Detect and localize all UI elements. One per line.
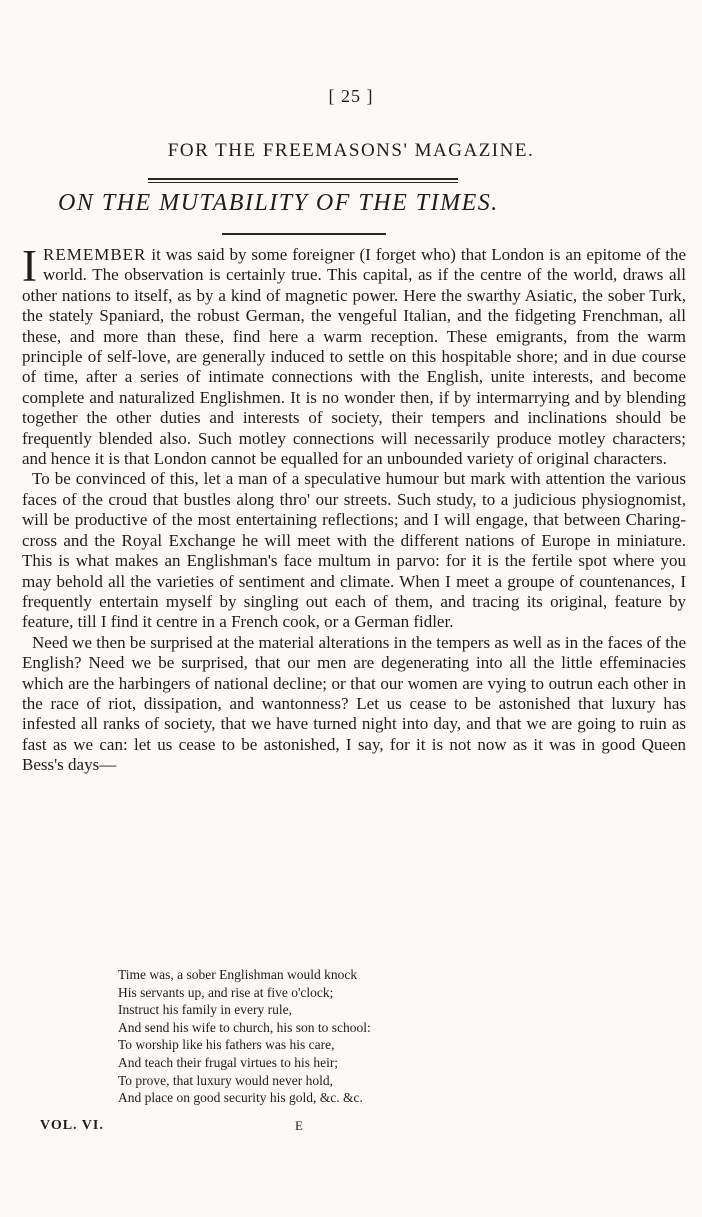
lead-word: REMEMBER xyxy=(43,245,147,264)
article-title: ON THE MUTABILITY OF THE TIMES. xyxy=(58,190,499,216)
paragraph-3: Need we then be surprised at the material alterations in the tempers as well as in the faces of the English? Need we be surprised, that our men are degenerating into all the little effeminacies which are the harbingers of national decline; or that our women are vying to outrun each other in the race of riot, dissipation, and wantonness? Let us cease to be astonished that luxury has infested all ranks of society, that we have turned night into day, and that we are going to ruin as fast as we can: let us cease to be astonished, I say, for it is not now as it was in good Queen Bess's days— xyxy=(22,632,686,775)
lower-rule xyxy=(222,233,386,235)
upper-rule xyxy=(148,178,458,180)
verse-line: To worship like his fathers was his care, xyxy=(118,1037,335,1053)
paragraph-1-text: it was said by some foreigner (I forget who) that London is an epitome of the world. The observation is certainly true. This capital, as if the centre of the world, draws all other nations to itself, as by a kind of magnetic power. Here the swarthy Asiatic, the sober Turk, the stately Spaniard, the robust German, the vengeful Italian, and the fidgeting Frenchman, all these, and more than these, find here a warm reception. These emigrants, from the warm principle of self-love, are generally induced to settle on this hospitable shore; and in due course of time, after a series of intimate connections with the English, unite interests, and become complete and naturalized Englishmen. It is no wonder then, if by intermarrying and by blending together the other duties and interests of society, their tempers and inclinations should be frequently blended also. Such motley connections will necessarily produce motley characters; and hence it is that London cannot be equalled for an unbounded variety of original characters. xyxy=(22,245,686,469)
verse-line: To prove, that luxury would never hold, xyxy=(118,1072,334,1088)
page-number: [ 25 ] xyxy=(328,86,374,106)
paragraph-1 xyxy=(22,241,686,469)
signature-mark: E xyxy=(295,1118,303,1133)
verse-line: Time was, a sober Englishman would knock xyxy=(118,967,358,982)
verse-line: Instruct his family in every rule, xyxy=(118,1002,292,1018)
upper-rule-thin xyxy=(148,182,458,183)
verse-line: And place on good security his gold, &c. &c. xyxy=(118,1090,363,1106)
article-body xyxy=(22,241,686,776)
volume-label: VOL. VI. xyxy=(40,1118,104,1133)
verse-line: And send his wife to church, his son to school: xyxy=(118,1019,371,1035)
verse-line: And teach their frugal virtues to his heir; xyxy=(118,1054,339,1070)
verse-line: His servants up, and rise at five o'clock; xyxy=(118,984,334,1000)
magazine-title: FOR THE FREEMASONS' MAGAZINE. xyxy=(167,140,535,161)
drop-initial: I xyxy=(22,241,37,291)
verse-quotation xyxy=(118,966,371,1107)
paragraph-2: To be convinced of this, let a man of a speculative humour but mark with attention the various faces of the croud that bustles along thro' our streets. Such study, to a judicious physiognomist, will be productive of the most entertaining reflections; and I will engage, that between Charing-cross and the Royal Exchange he will meet with the different nations of Europe in miniature. This is what makes an Englishman's face multum in parvo: for it is the fertile spot where you may behold all the varieties of sentiment and climate. When I meet a groupe of countenances, I frequently entertain myself by singling out each of them, and tracing its original, feature by feature, till I find it centre in a French cook, or a German fidler. xyxy=(22,469,686,632)
